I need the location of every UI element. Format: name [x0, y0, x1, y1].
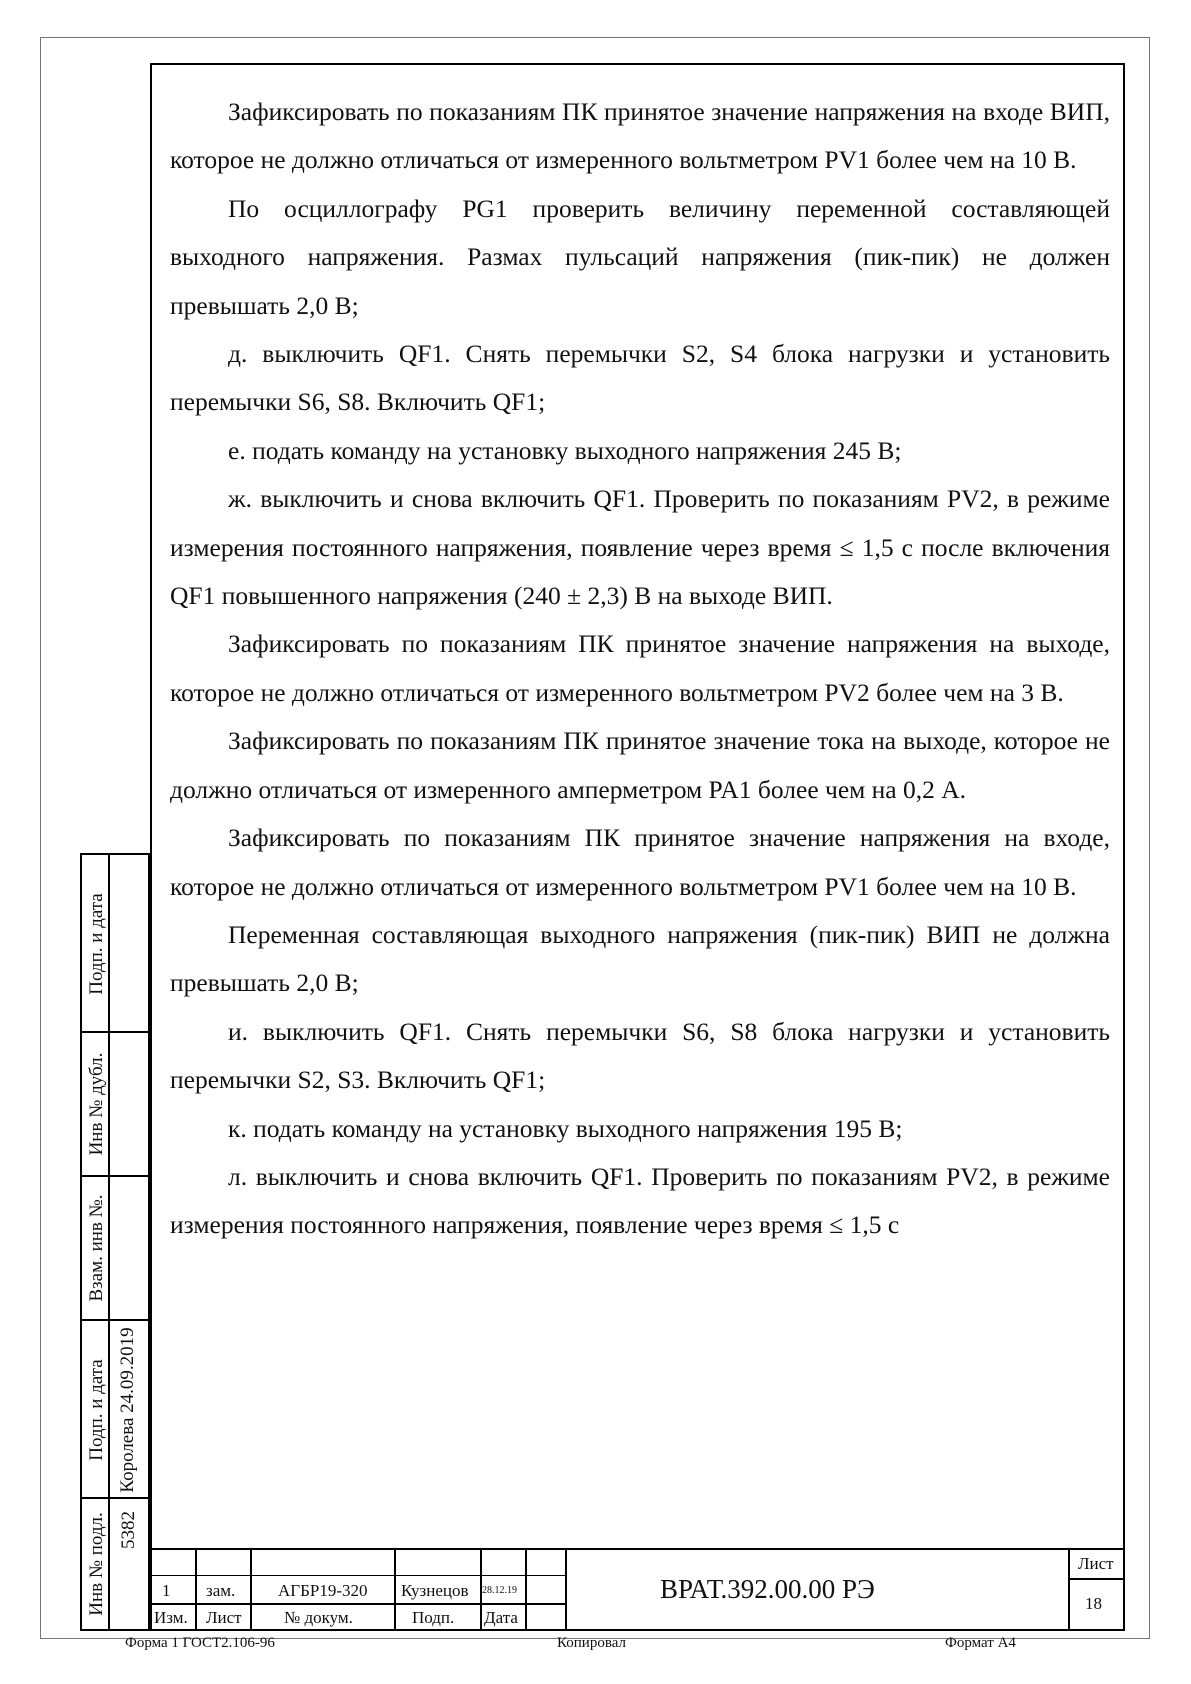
paragraph: Зафиксировать по показаниям ПК принятое значение напряжения на входе, которое не должно отличаться от измеренного вольтметром PV1 более чем на 10 В.	[170, 823, 1110, 901]
format-label: Формат А4	[945, 1635, 1016, 1651]
copied-label: Копировал	[557, 1635, 626, 1651]
dokum-value: АГБР19-320	[278, 1581, 368, 1600]
sheet-label: Лист	[1078, 1554, 1114, 1573]
side-label-podp-data-2: Подп. и дата	[86, 1359, 107, 1461]
dokum-label: № докум.	[284, 1608, 353, 1627]
date-label: Дата	[484, 1608, 518, 1627]
podp-label: Подп.	[412, 1608, 455, 1627]
document-body	[170, 88, 1110, 1250]
paragraph: ж. выключить и снова включить QF1. Проверить по показаниям PV2, в режиме измерения постоянного напряжения, появление через время ≤ 1,5 с после включения QF1 повышенного напряжения (240 ± 2,3) В на выходе ВИП.	[170, 484, 1110, 611]
side-stamp	[80, 853, 150, 1631]
izm-value: 1	[162, 1581, 171, 1600]
side-cell-podp-data-2	[80, 1319, 150, 1499]
side-cell-podp-data-1	[80, 853, 150, 1033]
side-cell-inv-dubl	[80, 1031, 150, 1177]
paragraph: и. выключить QF1. Снять перемычки S6, S8 блока нагрузки и установить перемычки S2, S3. Включить QF1;	[170, 1016, 1110, 1095]
paragraph: Зафиксировать по показаниям ПК принятое значение тока на выходе, которое не должно отличаться от измеренного амперметром PA1 более чем на 0,2 А.	[170, 726, 1110, 804]
paragraph: По осциллографу PG1 проверить величину переменной составляющей выходного напряжения. Размах пульсаций напряжения (пик-пик) не должен превышать 2,0 В;	[170, 193, 1110, 320]
paragraph: Переменная составляющая выходного напряжения (пик-пик) ВИП не должна превышать 2,0 В;	[170, 919, 1110, 998]
sheet-number: 18	[1085, 1594, 1102, 1613]
paragraph: е. подать команду на установку выходного напряжения 245 В;	[228, 435, 902, 465]
side-label-vzam-inv: Взам. инв №.	[86, 1194, 107, 1302]
form-label: Форма 1 ГОСТ2.106-96	[125, 1635, 275, 1651]
side-label-podp-data-1: Подп. и дата	[86, 893, 107, 995]
podp-value: Кузнецов	[401, 1581, 469, 1600]
side-value-podp-data-2: Королева 24.09.2019	[117, 1327, 138, 1493]
date-value: 28.12.19	[482, 1585, 517, 1596]
paragraph: л. выключить и снова включить QF1. Проверить по показаниям PV2, в режиме измерения постоянного напряжения, появление через время ≤ 1,5 с	[170, 1161, 1110, 1240]
side-cell-vzam-inv	[80, 1175, 150, 1321]
side-cell-inv-podl	[80, 1497, 150, 1631]
paragraph: к. подать команду на установку выходного напряжения 195 В;	[228, 1113, 903, 1143]
document-code: ВРАТ.392.00.00 РЭ	[660, 1574, 875, 1604]
izm-label: Изм.	[154, 1608, 188, 1627]
side-value-inv-podl: 5382	[118, 1511, 139, 1549]
paragraph: д. выключить QF1. Снять перемычки S2, S4 блока нагрузки и установить перемычки S6, S8. Включить QF1;	[170, 339, 1110, 417]
side-label-inv-podl: Инв № подл.	[86, 1512, 107, 1616]
side-label-inv-dubl: Инв № дубл.	[86, 1052, 107, 1156]
paragraph: Зафиксировать по показаниям ПК принятое значение напряжения на входе ВИП, которое не должно отличаться от измеренного вольтметром PV1 более чем на 10 В.	[170, 97, 1110, 175]
list-label: Лист	[206, 1608, 242, 1627]
title-block	[150, 1548, 1125, 1631]
list-value: зам.	[206, 1581, 236, 1600]
paragraph: Зафиксировать по показаниям ПК принятое значение напряжения на выходе, которое не должно отличаться от измеренного вольтметром PV2 более чем на 3 В.	[170, 629, 1110, 707]
